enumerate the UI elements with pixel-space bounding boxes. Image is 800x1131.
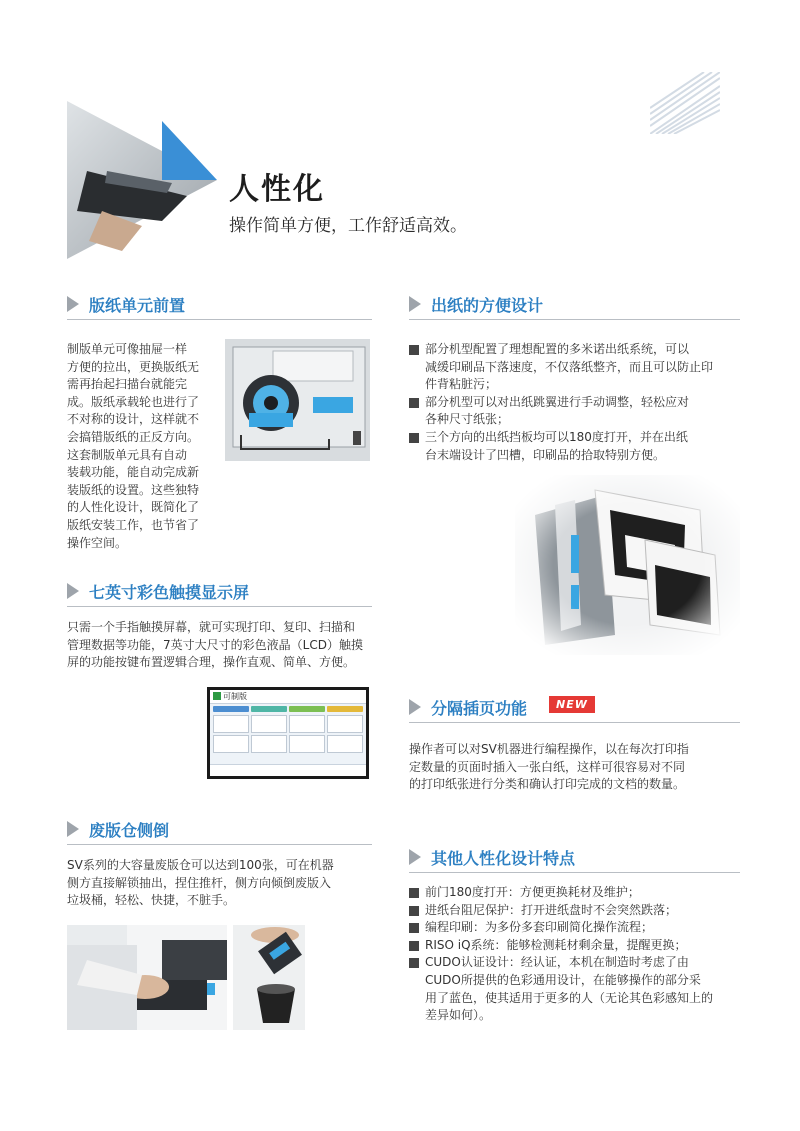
triangle-bullet-icon — [409, 296, 421, 312]
sheet-insert-text: 操作者可以对SV机器进行编程操作，以在每次打印指 定数量的页面时插入一张白纸，这样可很容易对不同 的打印纸张进行分类和确认打印完成的文档的数量。 — [409, 742, 689, 792]
triangle-bullet-icon — [67, 821, 79, 837]
page-subtitle: 操作简单方便，工作舒适高效。 — [229, 216, 467, 236]
list-item: 进纸台阻尼保护：打开进纸盘时不会突然跌落； — [409, 902, 739, 920]
square-bullet-icon — [409, 958, 419, 968]
section-heading-paper-output: 出纸的方便设计 — [409, 293, 740, 323]
touch-screen-text: 只需一个手指触摸屏幕，就可实现打印、复印、扫描和 管理数据等功能，7英寸大尺寸的彩色液晶（LCD）触摸 屏的功能按键布置逻辑合理，操作直观、简单、方便。 — [67, 620, 363, 670]
plate-unit-photo — [225, 339, 370, 461]
square-bullet-icon — [409, 888, 419, 898]
paper-output-bullets — [409, 341, 739, 464]
square-bullet-icon — [409, 941, 419, 951]
square-bullet-icon — [409, 433, 419, 443]
triangle-bullet-icon — [409, 699, 421, 715]
triangle-bullet-icon — [67, 583, 79, 599]
square-bullet-icon — [409, 906, 419, 916]
triangle-bullet-icon — [67, 296, 79, 312]
section-heading-touch-screen: 七英寸彩色触摸显示屏 — [67, 580, 372, 610]
touch-panel-image — [207, 687, 369, 779]
list-item: 部分机型可以对出纸跳翼进行手动调整，轻松应对 各种尺寸纸张； — [409, 394, 739, 429]
square-bullet-icon — [409, 923, 419, 933]
paper-output-photo — [515, 475, 740, 655]
section-heading-other-features: 其他人性化设计特点 — [409, 846, 740, 876]
panel-tabs — [210, 704, 366, 712]
panel-status-bar — [210, 764, 366, 776]
list-item: RISO iQ系统：能够检测耗材剩余量，提醒更换； — [409, 937, 739, 955]
waste-box-photo-tipping — [233, 925, 305, 1030]
new-badge: NEW — [549, 696, 595, 713]
list-item: 编程印刷：为多份多套印刷简化操作流程； — [409, 919, 739, 937]
triangle-bullet-icon — [409, 849, 421, 865]
decorative-stripes — [650, 72, 720, 134]
list-item: 前门180度打开：方便更换耗材及维护； — [409, 884, 739, 902]
waste-box-text: SV系列的大容量废版仓可以达到100张，可在机器 侧方直接解锁抽出，捏住推杆，侧方向倾倒废版入 垃圾桶，轻松、快捷，不脏手。 — [67, 858, 334, 908]
panel-title-bar: 可制版 — [210, 690, 366, 704]
list-item: 部分机型配置了理想配置的多米诺出纸系统，可以 减缓印刷品下落速度，不仅落纸整齐，而且可以防止印 件背粘脏污； — [409, 341, 739, 394]
section-heading-sheet-insert: 分隔插页功能 NEW — [409, 696, 740, 726]
list-item: CUDO认证设计：经认证，本机在制造时考虑了由 CUDO所提供的色彩通用设计，在能够操作的部分采 用了蓝色，使其适用于更多的人（无论其色彩感知上的 差异如何）。 — [409, 954, 739, 1024]
section-heading-waste-box: 废版仓侧倒 — [67, 818, 372, 848]
list-item: 三个方向的出纸挡板均可以180度打开，并在出纸 台末端设计了凹槽，印刷品的拾取特别方便。 — [409, 429, 739, 464]
square-bullet-icon — [409, 398, 419, 408]
panel-buttons — [210, 712, 366, 756]
hero-photo — [67, 101, 217, 259]
other-features-bullets — [409, 884, 739, 1025]
square-bullet-icon — [409, 345, 419, 355]
plate-icon — [213, 692, 221, 700]
plate-unit-text: 制版单元可像抽屉一样 方便的拉出，更换版纸无 需再抬起扫描台就能完 成。版纸承载轮也进行了 不对称的设计，这样就不 会搞错版纸的正反方向。 这套制版单元具有自动 装载功能，能自动完成新 装版纸的设置。这些独特 的人性化设计，既简化了 版纸安装工作，也节省了 操作空间。 — [67, 342, 200, 550]
waste-box-photo-drawer — [67, 925, 227, 1030]
page-title: 人性化 — [229, 172, 325, 207]
section-heading-plate-unit: 版纸单元前置 — [67, 293, 372, 323]
